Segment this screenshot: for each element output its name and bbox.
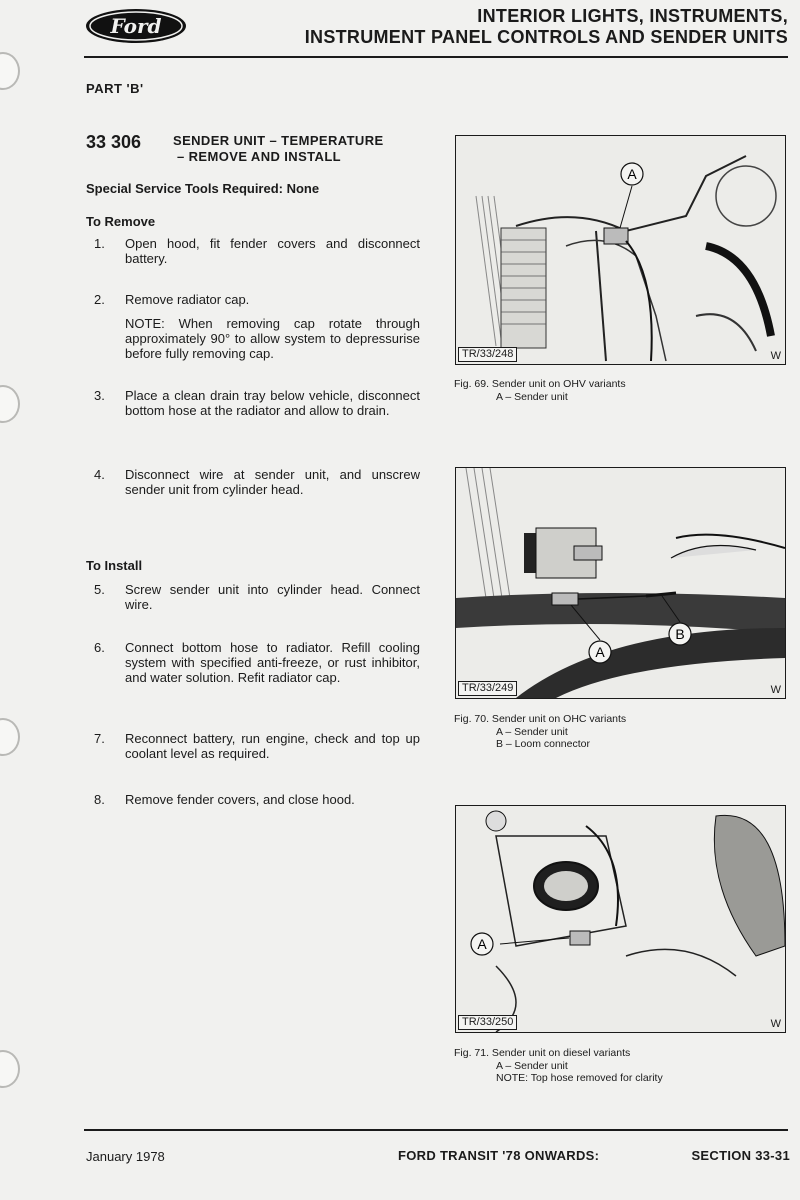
- binder-hole: [0, 385, 20, 423]
- step-text: Open hood, fit fender covers and disconnect battery.: [125, 236, 420, 266]
- section-title: [173, 133, 433, 165]
- binder-hole: [0, 1050, 20, 1088]
- callout-a: A: [627, 166, 637, 182]
- step-number: 3.: [94, 388, 105, 403]
- step-text: Remove fender covers, and close hood.: [125, 792, 355, 807]
- figure-71-caption: [454, 1047, 784, 1085]
- install-heading: To Install: [86, 558, 143, 573]
- remove-step-1: [86, 236, 420, 266]
- footer-section: SECTION 33-31: [691, 1148, 790, 1163]
- step-number: 4.: [94, 467, 105, 482]
- logo-text: Ford: [110, 14, 162, 38]
- caption-note: NOTE: Top hose removed for clarity: [496, 1072, 663, 1084]
- figure-ref: TR/33/248: [458, 347, 517, 362]
- caption-legend: A – Sender unit: [496, 390, 568, 403]
- footer-rule: [84, 1129, 788, 1131]
- header-rule: [84, 56, 788, 58]
- step-number: 6.: [94, 640, 105, 655]
- header-line-2: INSTRUMENT PANEL CONTROLS AND SENDER UNITS: [304, 27, 788, 47]
- part-label: PART 'B': [86, 81, 144, 96]
- remove-step-4: [86, 467, 420, 497]
- caption-title: Fig. 69. Sender unit on OHV variants: [454, 378, 626, 390]
- header-line-1: INTERIOR LIGHTS, INSTRUMENTS,: [477, 6, 788, 26]
- figure-69-illustration: [455, 135, 786, 365]
- figure-view: W: [770, 1018, 781, 1030]
- step-note: NOTE: When removing cap rotate through approximately 90° to allow system to depressurise before fully removing cap.: [125, 316, 420, 361]
- step-text: Screw sender unit into cylinder head. Connect wire.: [125, 582, 420, 612]
- step-text: Connect bottom hose to radiator. Refill cooling system with specified anti-freeze, or rust inhibitor, and water solution. Refit radiator cap.: [125, 640, 420, 685]
- callout-a: A: [595, 644, 605, 660]
- caption-title: Fig. 71. Sender unit on diesel variants: [454, 1047, 631, 1059]
- caption-legend: A – Sender unit: [496, 1059, 568, 1072]
- step-number: 1.: [94, 236, 105, 251]
- ford-logo: [84, 7, 188, 45]
- footer-title: FORD TRANSIT '78 ONWARDS:: [398, 1148, 600, 1163]
- footer-date: January 1978: [86, 1149, 165, 1164]
- figure-view: W: [770, 684, 781, 696]
- install-step-8: [86, 792, 420, 807]
- step-text: Reconnect battery, run engine, check and top up coolant level as required.: [125, 731, 420, 761]
- remove-step-2: [86, 292, 420, 361]
- tools-heading: Special Service Tools Required: None: [86, 181, 320, 196]
- step-number: 7.: [94, 731, 105, 746]
- install-step-7: [86, 731, 420, 761]
- step-number: 8.: [94, 792, 105, 807]
- install-step-6: [86, 640, 420, 685]
- step-number: 2.: [94, 292, 105, 307]
- install-step-5: [86, 582, 420, 612]
- header-title: [188, 6, 788, 48]
- caption-title: Fig. 70. Sender unit on OHC variants: [454, 713, 627, 725]
- figure-71-illustration: [455, 805, 786, 1033]
- step-number: 5.: [94, 582, 105, 597]
- binder-hole: [0, 52, 20, 90]
- caption-legend: B – Loom connector: [496, 738, 590, 750]
- figure-70-caption: [454, 713, 784, 751]
- step-text: Disconnect wire at sender unit, and unscrew sender unit from cylinder head.: [125, 467, 420, 497]
- step-text: Place a clean drain tray below vehicle, disconnect bottom hose at the radiator and allow to drain.: [125, 388, 420, 418]
- figure-view: W: [770, 350, 781, 362]
- figure-ref: TR/33/249: [458, 681, 517, 696]
- step-text: Remove radiator cap.: [125, 292, 250, 307]
- callout-b: B: [675, 626, 685, 642]
- remove-step-3: [86, 388, 420, 418]
- figure-70-illustration: [455, 467, 786, 699]
- figure-69-caption: [454, 378, 784, 403]
- section-number: 33 306: [86, 132, 142, 152]
- callout-a: A: [477, 936, 487, 952]
- figure-ref: TR/33/250: [458, 1015, 517, 1030]
- section-title-line-2: – REMOVE AND INSTALL: [177, 149, 342, 164]
- remove-heading: To Remove: [86, 214, 156, 229]
- section-title-line-1: SENDER UNIT – TEMPERATURE: [173, 133, 384, 148]
- binder-hole: [0, 718, 20, 756]
- caption-legend: A – Sender unit: [496, 725, 568, 738]
